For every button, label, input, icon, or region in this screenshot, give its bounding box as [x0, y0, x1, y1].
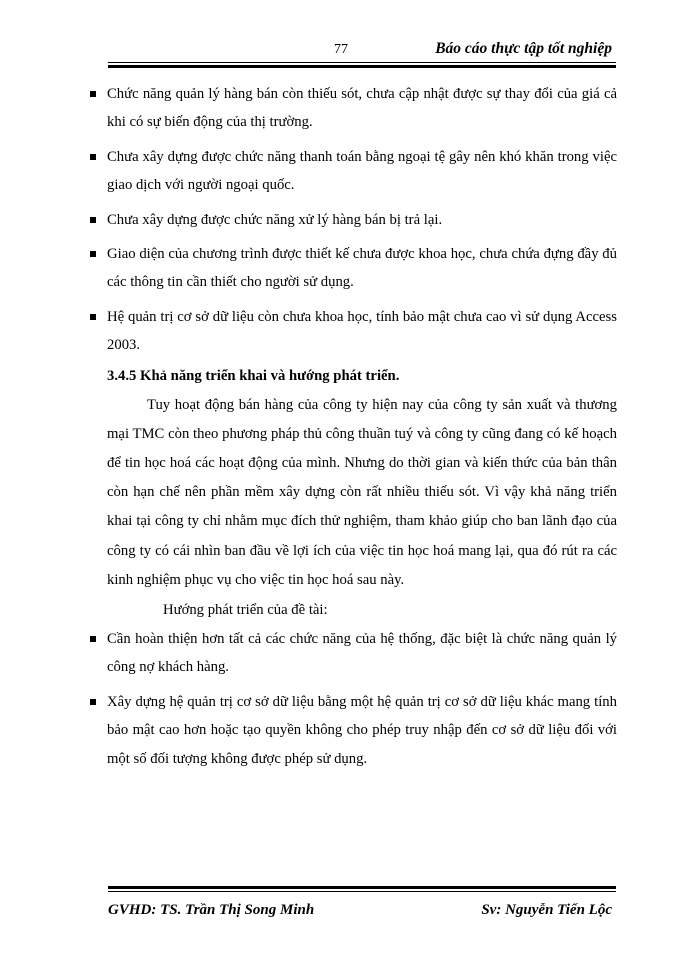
square-bullet-icon	[90, 154, 96, 160]
list-item: Cần hoàn thiện hơn tất cả các chức năng của hệ thống, đặc biệt là chức năng quản lý công nợ khách hàng.	[107, 625, 617, 682]
page-footer	[108, 886, 616, 926]
header-rule-top	[108, 62, 616, 63]
footer-rule-top	[108, 886, 616, 889]
limitations-list	[107, 80, 617, 360]
list-item: Chưa xây dựng được chức năng thanh toán bằng ngoại tệ gây nên khó khăn trong việc giao dịch với người ngoại quốc.	[107, 143, 617, 200]
square-bullet-icon	[90, 91, 96, 97]
report-title: Báo cáo thực tập tốt nghiệp	[435, 40, 612, 57]
footer-rule-bottom	[108, 891, 616, 892]
body-paragraph: Tuy hoạt động bán hàng của công ty hiện nay của công ty sản xuất và thương mại TMC còn theo phương pháp thủ công thuần tuý và công ty cũng đang có kế hoạch để tin học hoá các hoạt động của mình. Nhưng do thời gian và kiến thức của bản thân còn hạn chế nên phần mềm xây dựng còn rất nhiều thiếu sót. Vì vậy khả năng triển khai tại công ty chỉ nhằm mục đích thử nghiệm, tham khảo giúp cho ban lãnh đạo của công ty có cái nhìn ban đầu về lợi ích của việc tin học hoá mang lại, qua đó rút ra các kinh nghiệm phục vụ cho việc tin học hoá sau này.	[107, 396, 617, 588]
section-heading: 3.4.5 Khả năng triển khai và hướng phát triển.	[107, 367, 400, 384]
list-item: Xây dựng hệ quản trị cơ sở dữ liệu bằng một hệ quản trị cơ sở dữ liệu khác mang tính bảo mật cao hơn hoặc tạo quyền không cho phép truy nhập đến cơ sở dữ liệu đối với một số đối tượng không được phép sử dụng.	[107, 688, 617, 773]
page-body	[107, 80, 617, 779]
list-item: Chức năng quản lý hàng bán còn thiếu sót, chưa cập nhật được sự thay đổi của giá cả khi có sự biến động của thị trường.	[107, 80, 617, 137]
directions-list	[107, 625, 617, 773]
square-bullet-icon	[90, 636, 96, 642]
list-item: Chưa xây dựng được chức năng xử lý hàng bán bị trả lại.	[107, 206, 617, 234]
advisor-name: GVHD: TS. Trần Thị Song Minh	[108, 902, 315, 918]
square-bullet-icon	[90, 314, 96, 320]
student-name: Sv: Nguyễn Tiến Lộc	[481, 902, 612, 918]
directions-heading: Hướng phát triển của đề tài:	[163, 602, 328, 619]
list-item: Hệ quản trị cơ sở dữ liệu còn chưa khoa học, tính bảo mật chưa cao vì sử dụng Access 2003.	[107, 303, 617, 360]
square-bullet-icon	[90, 251, 96, 257]
list-item: Giao diện của chương trình được thiết kế chưa được khoa học, chưa chứa đựng đầy đủ các thông tin cần thiết cho người sử dụng.	[107, 240, 617, 297]
page-header	[108, 40, 616, 62]
header-rule-bottom	[108, 65, 616, 68]
square-bullet-icon	[90, 699, 96, 705]
square-bullet-icon	[90, 217, 96, 223]
page-number: 77	[334, 42, 348, 57]
